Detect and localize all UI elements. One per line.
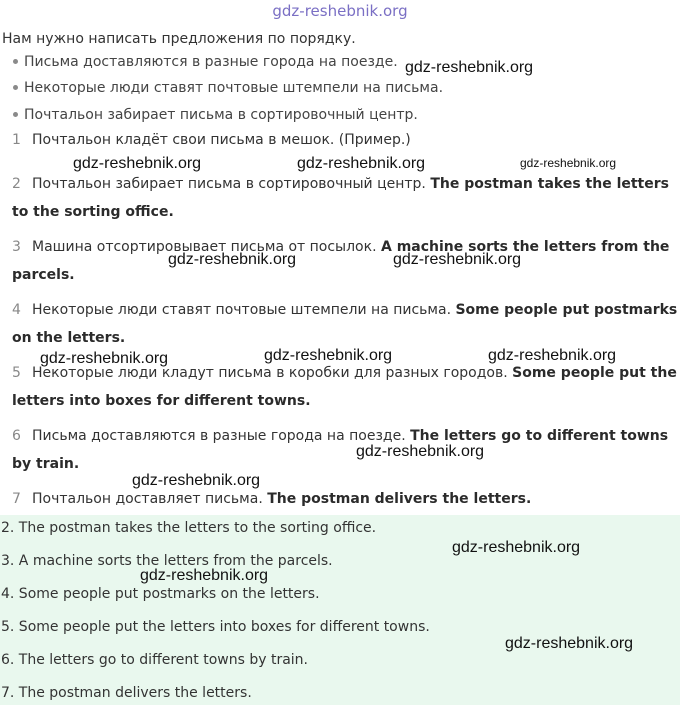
- item-number: 6: [12, 428, 21, 444]
- item-ru: Почтальон кладёт свои письма в мешок. (Пример.): [32, 132, 411, 148]
- item-number: 1: [12, 132, 21, 148]
- item-ru: Машина отсортировывает письма от посылок.: [32, 239, 377, 255]
- intro-text: Нам нужно написать предложения по порядку.: [2, 31, 356, 47]
- bullet-item: Почтальон забирает письма в сортировочный центр.: [13, 107, 418, 123]
- item-en: The postman takes the letters to the sorting office.: [12, 176, 669, 220]
- list-item: [12, 422, 678, 478]
- watermark: gdz-reshebnik.org: [405, 59, 534, 76]
- answer-line: 6. The letters go to different towns by train.: [1, 652, 308, 668]
- item-en: Some people put the letters into boxes for different towns.: [12, 365, 677, 409]
- answer-line: 7. The postman delivers the letters.: [1, 685, 252, 701]
- watermark: gdz-reshebnik.org: [505, 635, 634, 652]
- watermark: gdz-reshebnik.org: [297, 155, 426, 172]
- watermark: gdz-reshebnik.org: [264, 347, 393, 364]
- item-ru: Почтальон доставляет письма.: [32, 491, 263, 507]
- answer-line: 3. A machine sorts the letters from the parcels.: [1, 553, 333, 569]
- bullet-dot: [13, 85, 18, 90]
- watermark: gdz-reshebnik.org: [73, 155, 202, 172]
- answer-line: 2. The postman takes the letters to the sorting office.: [1, 520, 377, 536]
- watermark: gdz-reshebnik.org: [452, 539, 581, 556]
- item-number: 3: [12, 239, 21, 255]
- watermark: gdz-reshebnik.org: [132, 472, 261, 489]
- list-item: [12, 126, 678, 154]
- watermark: gdz-reshebnik.org: [140, 567, 269, 584]
- item-ru: Почтальон забирает письма в сортировочный центр.: [32, 176, 426, 192]
- watermark: gdz-reshebnik.org: [520, 156, 617, 170]
- answer-line: 4. Some people put postmarks on the letters.: [1, 586, 320, 602]
- list-item: [12, 233, 678, 289]
- list-item: [12, 296, 678, 352]
- bullet-dot: [13, 59, 18, 64]
- header-watermark: gdz-reshebnik.org: [272, 2, 408, 20]
- item-number: 4: [12, 302, 21, 318]
- watermark: gdz-reshebnik.org: [488, 347, 617, 364]
- list-item: [12, 170, 678, 226]
- item-en: The letters go to different towns by train.: [12, 428, 669, 472]
- item-ru: Некоторые люди ставят почтовые штемпели на письма.: [32, 302, 452, 318]
- item-number: 7: [12, 491, 21, 507]
- item-number: 5: [12, 365, 21, 381]
- watermark: gdz-reshebnik.org: [168, 251, 297, 268]
- answer-line: 5. Some people put the letters into boxes for different towns.: [1, 619, 430, 635]
- bullet-dot: [13, 112, 18, 117]
- list-item: [12, 485, 678, 513]
- item-en: Some people put postmarks on the letters.: [12, 302, 678, 346]
- item-ru: Письма доставляются в разные города на поезде.: [32, 428, 406, 444]
- watermark: gdz-reshebnik.org: [356, 443, 485, 460]
- watermark: gdz-reshebnik.org: [40, 350, 169, 367]
- item-ru: Некоторые люди кладут письма в коробки для разных городов.: [32, 365, 508, 381]
- item-en: A machine sorts the letters from the parcels.: [12, 239, 670, 283]
- bullet-item: Письма доставляются в разные города на поезде.: [13, 54, 398, 70]
- item-en: The postman delivers the letters.: [267, 491, 532, 507]
- item-number: 2: [12, 176, 21, 192]
- bullet-item: Некоторые люди ставят почтовые штемпели на письма.: [13, 80, 443, 96]
- watermark: gdz-reshebnik.org: [393, 251, 522, 268]
